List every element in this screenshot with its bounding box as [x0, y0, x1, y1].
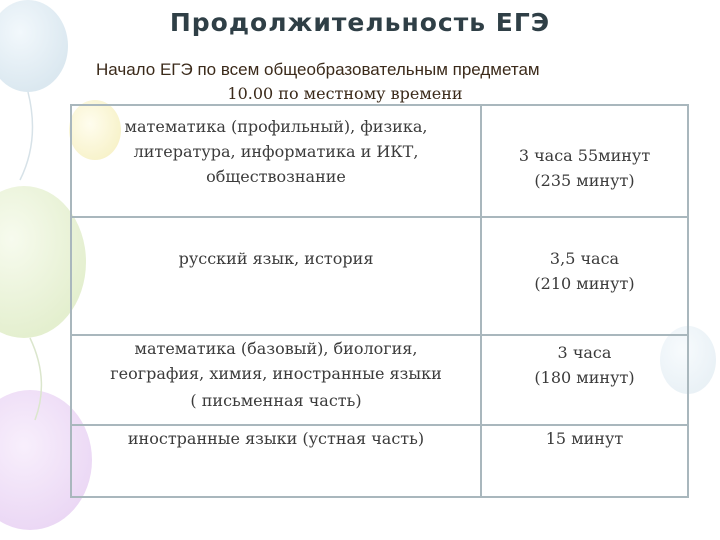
page-title: Продолжительность ЕГЭ [169, 8, 551, 37]
duration-cell [481, 425, 688, 497]
duration-line: (210 минут) [534, 274, 635, 293]
duration-line: (235 минут) [534, 171, 635, 190]
balloon-string [20, 92, 33, 180]
duration-line: 3 часа 55минут [518, 146, 651, 165]
subject-cell [71, 425, 481, 497]
duration-line: 3,5 часа [549, 249, 620, 268]
subject-line: иностранные языки (устная часть) [127, 429, 425, 448]
exam-duration-table [70, 104, 689, 498]
subject-line: литература, информатика и ИКТ, [133, 142, 419, 161]
subject-line: математика (базовый), биология, [134, 339, 418, 358]
subject-cell [71, 105, 481, 217]
table-row [71, 217, 688, 335]
duration-line: 3 часа [557, 343, 612, 362]
table-row [71, 335, 688, 425]
subject-line: русский язык, история [178, 249, 374, 268]
subject-cell [71, 217, 481, 335]
subject-line: обществознание [206, 167, 346, 186]
page-subtitle: Начало ЕГЭ по всем общеобразовательным предметам [96, 60, 540, 79]
subject-line: ( письменная часть) [190, 391, 362, 410]
duration-cell [481, 217, 688, 335]
duration-line: 15 минут [545, 429, 624, 448]
table-row [71, 425, 688, 497]
subject-line: география, химия, иностранные языки [110, 364, 442, 383]
subject-line: математика (профильный), физика, [124, 117, 428, 136]
duration-cell [481, 335, 688, 425]
start-time: 10.00 по местному времени [227, 84, 463, 103]
duration-cell [481, 105, 688, 217]
duration-line: (180 минут) [534, 368, 635, 387]
table-row [71, 105, 688, 217]
subject-cell [71, 335, 481, 425]
